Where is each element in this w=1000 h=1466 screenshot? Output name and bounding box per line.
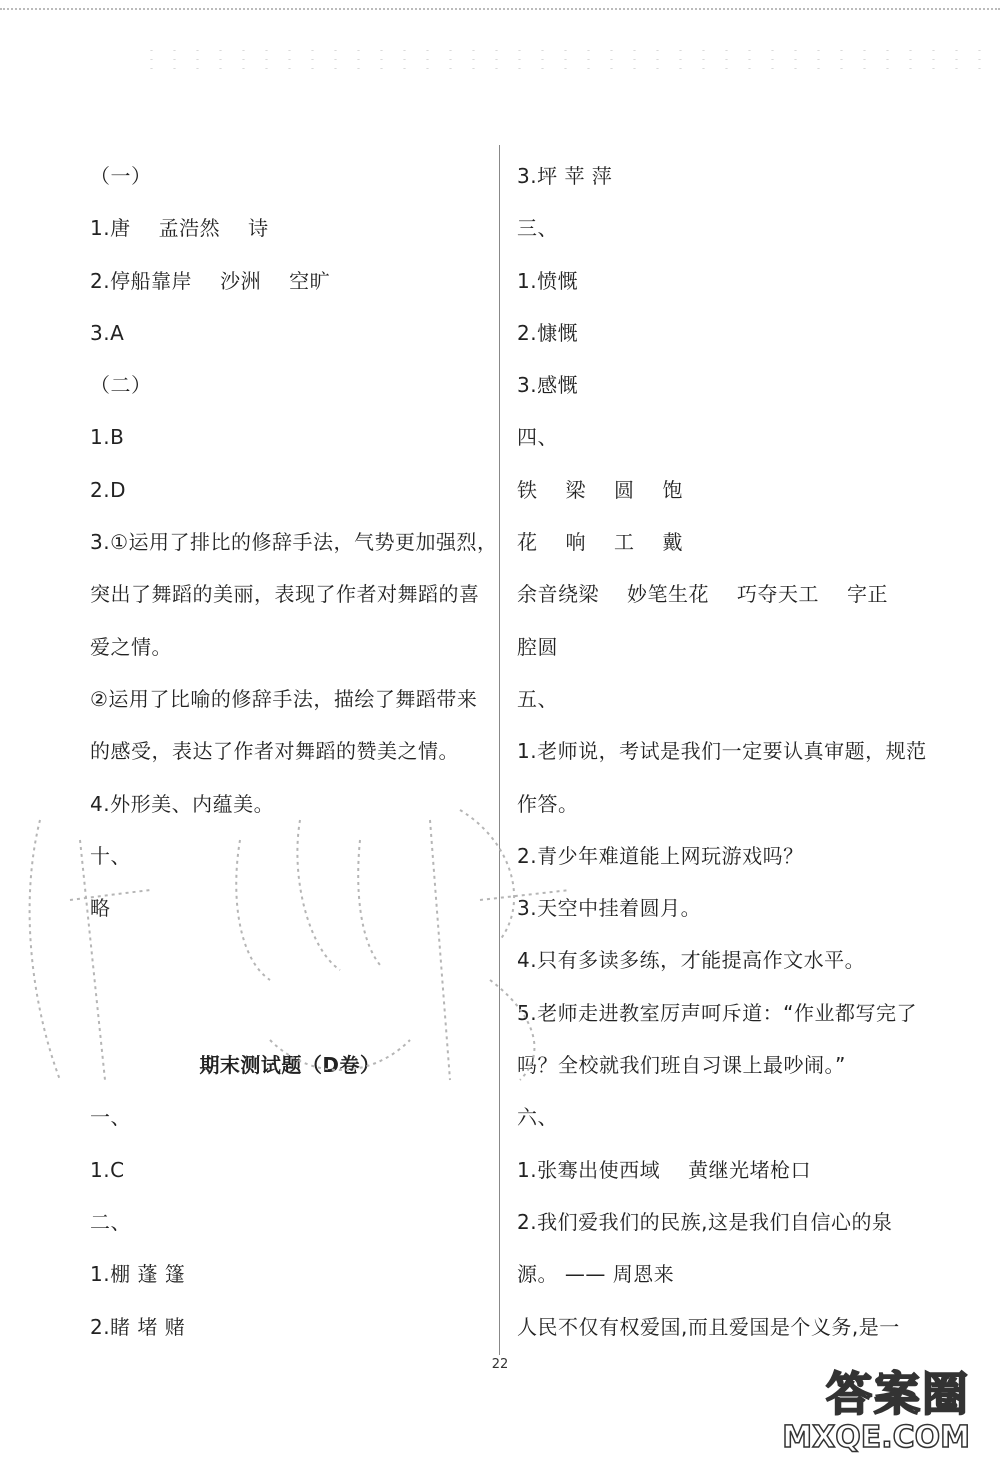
answer-text: 空旷 [289,268,331,293]
answer-line [90,255,490,307]
answer-line [90,1301,490,1353]
answer-line [90,673,490,725]
answer-line [517,568,917,620]
answer-text: 腔圆 [517,634,558,659]
column-divider [499,145,500,1355]
answer-line [517,1144,917,1196]
answer-line [517,202,917,254]
answer-text: 1.愤慨 [517,268,579,293]
answer-line [90,1196,490,1248]
answer-text: 略 [90,896,111,921]
answer-text: 1.棚 蓬 篷 [90,1262,186,1287]
answer-line [90,987,490,1039]
answer-text: 吗？全校就我们班自习课上最吵闹。” [517,1053,846,1078]
answer-line [90,725,490,777]
answer-text: 圆 [614,477,635,502]
answer-text: 响 [565,530,586,555]
answer-line [90,359,490,411]
answer-text: 2.停船靠岸 [90,268,193,293]
answer-text: 六、 [517,1105,558,1130]
answer-line [90,307,490,359]
answer-line [517,464,917,516]
answer-text: 巧夺天工 [737,582,819,607]
answer-text: 黄继光堵枪口 [688,1157,812,1182]
answer-text: 铁 [517,477,538,502]
answer-text: 1.张骞出使西域 [517,1157,661,1182]
answer-text: 2.D [90,477,126,502]
answer-text: 四、 [517,425,558,450]
answer-text: 的感受，表达了作者对舞蹈的赞美之情。 [90,739,459,764]
answer-line [517,673,917,725]
answer-line [517,516,917,568]
logo-url-text: MXQE.COM [782,1420,970,1455]
answer-line [517,1091,917,1143]
answer-text: 妙笔生花 [627,582,709,607]
answer-line [90,830,490,882]
answer-line [517,1196,917,1248]
answer-line [90,1091,490,1143]
answer-text: 戴 [662,530,683,555]
left-column [90,150,498,1353]
section-title [90,1039,490,1091]
answer-text: 2.青少年难道能上网玩游戏吗？ [517,843,804,868]
scan-noise [140,46,1000,70]
answer-text: 字正 [847,582,888,607]
answer-line [517,307,917,359]
answer-line [90,1248,490,1300]
answer-text: 人民不仅有权爱国,而且爱国是个义务,是一 [517,1314,900,1339]
answer-text: 工 [614,530,635,555]
answer-text: 3.天空中挂着圆月。 [517,896,702,921]
answer-line [90,516,498,568]
answer-text: 4.外形美、内蕴美。 [90,791,275,816]
logo-mark-text: 答案圈 [826,1367,970,1421]
answer-line [517,1248,917,1300]
answer-text: 突出了舞蹈的美丽，表现了作者对舞蹈的喜 [90,582,480,607]
answer-line [517,1301,917,1353]
answer-line [517,411,917,463]
answer-text: 1.老师说，考试是我们一定要认真审题，规范 [517,739,927,764]
site-logo [720,1358,970,1454]
answer-text: 3.坪 苹 萍 [517,164,613,188]
answer-line [90,464,490,516]
answer-text: 梁 [565,477,586,502]
answer-text: 三、 [517,216,558,241]
answer-text: 一、 [90,1105,131,1130]
answer-line [90,621,490,673]
answer-text: 期末测试题（D卷） [199,1053,381,1078]
answer-text: 余音绕梁 [517,582,599,607]
answer-text: 1.C [90,1157,125,1182]
answer-text: 作答。 [517,791,579,816]
answer-text: 源。 —— 周恩来 [517,1262,675,1287]
answer-line [517,150,917,202]
answer-text: 5.老师走进教室厉声呵斥道：“作业都写完了 [517,1000,917,1025]
answer-line [517,987,917,1039]
answer-line [517,1039,917,1091]
answer-line [90,778,490,830]
answer-text: 2.睹 堵 赌 [90,1314,186,1339]
answer-text: 4.只有多读多练，才能提高作文水平。 [517,948,866,973]
answer-line [517,934,917,986]
answer-text: 爱之情。 [90,634,172,659]
answer-line [90,411,490,463]
answer-text: 五、 [517,686,558,711]
answer-line [517,621,917,673]
answer-line [517,882,917,934]
answer-text: 2.慷慨 [517,320,579,345]
answer-text: 诗 [248,216,269,241]
answer-line [517,359,917,411]
answer-text: 沙洲 [220,268,262,293]
right-column [517,150,927,1353]
answer-text: 饱 [662,477,683,502]
answer-text: 十、 [90,843,131,868]
answer-line [517,830,917,882]
answer-text: （一） [90,164,152,188]
answer-text: 二、 [90,1209,131,1234]
answer-text: 2.我们爱我们的民族,这是我们自信心的泉 [517,1209,893,1234]
answer-text: ②运用了比喻的修辞手法，描绘了舞蹈带来 [90,686,478,711]
answer-line [90,202,490,254]
page-number: 22 [491,1357,509,1372]
answer-text: 1.B [90,425,125,450]
answer-line [517,725,927,777]
answer-text: 花 [517,530,538,555]
answer-text: 3.感慨 [517,373,579,398]
answer-line [90,882,490,934]
answer-line [90,1144,490,1196]
answer-line [90,568,490,620]
answer-text: 1.唐 [90,216,131,241]
scan-border-dots [0,8,1000,12]
answer-text: 3.①运用了排比的修辞手法，气势更加强烈， [90,530,498,555]
answer-line [517,255,917,307]
answer-text: 3.A [90,320,125,345]
answer-text: （二） [90,373,152,398]
answer-text: 孟浩然 [158,216,221,241]
answer-line [517,778,917,830]
answer-line [90,150,490,202]
answer-line [90,934,490,986]
